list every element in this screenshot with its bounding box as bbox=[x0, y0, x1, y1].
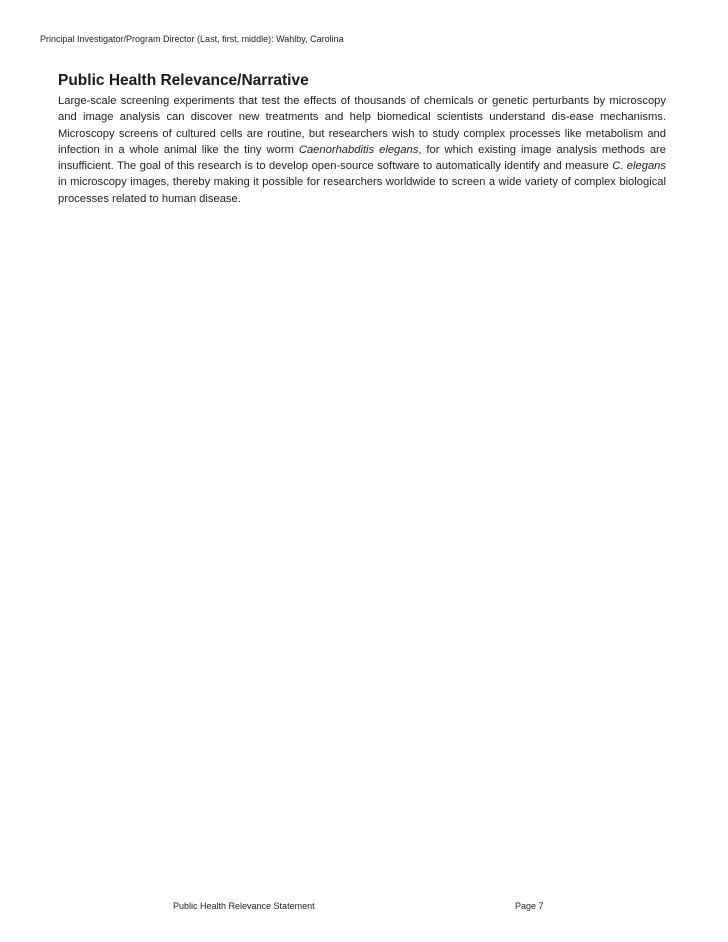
species-abbrev-italic: C. elegans bbox=[612, 160, 666, 173]
species-name-italic: Caenorhabditis elegans bbox=[298, 143, 419, 156]
footer-statement-label: Public Health Relevance Statement bbox=[173, 901, 315, 911]
pi-header: Principal Investigator/Program Director (Last, first, middle): Wahlby, Carolina bbox=[40, 34, 344, 44]
footer-page-number: Page 7 bbox=[515, 901, 544, 911]
narrative-text-part-2: , for which existing image analysis methods are insufficient. The goal of this research is to develop open-source software to automatically identify and measure bbox=[58, 143, 666, 173]
narrative-section bbox=[58, 71, 666, 207]
narrative-paragraph bbox=[58, 93, 666, 207]
narrative-text-part-1: Large-scale screening experiments that test the effects of thousands of chemicals or genetic perturbants by microscopy and image analysis can discover new treatments and help biomedical scientists understand dis-ease mechanisms. Microscopy screens of cultured cells are routine, but researchers wish to study complex processes like metabolism and infection in a whole animal like the tiny worm bbox=[58, 95, 666, 156]
narrative-text-part-3: in microscopy images, thereby making it possible for researchers worldwide to screen a wide variety of complex biological processes related to human disease. bbox=[58, 176, 666, 205]
section-title: Public Health Relevance/Narrative bbox=[58, 72, 309, 89]
